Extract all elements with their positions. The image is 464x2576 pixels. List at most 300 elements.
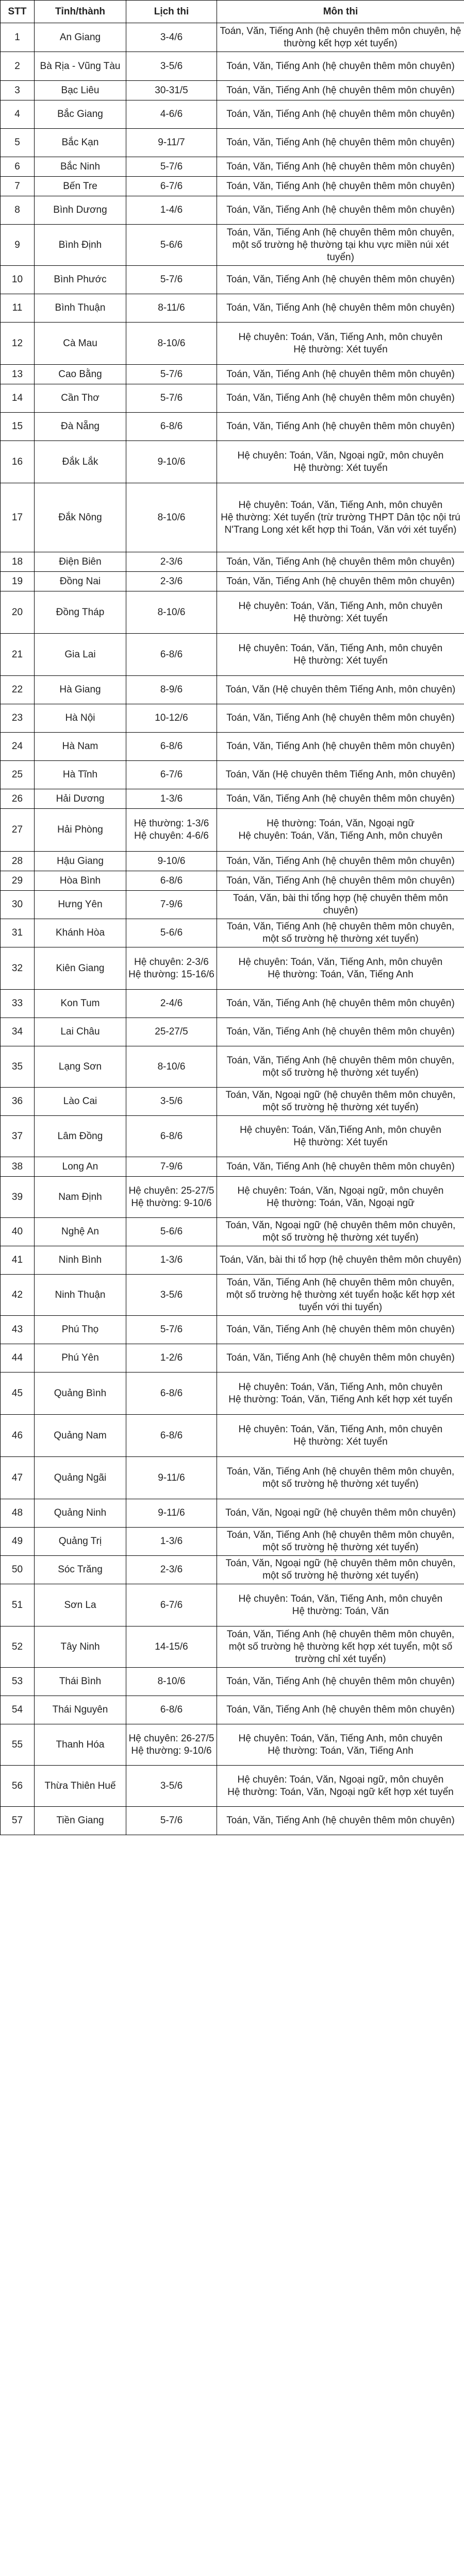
row-stt: 37	[1, 1116, 35, 1157]
row-subjects	[217, 1116, 464, 1157]
table-row	[1, 1499, 464, 1528]
table-row	[1, 1316, 464, 1344]
table-row	[1, 1556, 464, 1584]
row-date: 8-10/6	[126, 1668, 217, 1696]
row-stt: 45	[1, 1372, 35, 1415]
subject-line: Toán, Văn, Tiếng Anh (hệ chuyên thêm môn chuyên, một số trường hệ thường tại khu vực miền núi xét tuyển)	[226, 227, 455, 263]
row-stt: 14	[1, 384, 35, 413]
row-date: 3-4/6	[126, 23, 217, 52]
subject-line: Toán, Văn, bài thi tổng hợp (hệ chuyên thêm môn chuyên)	[233, 893, 448, 916]
row-province: An Giang	[35, 23, 126, 52]
row-stt: 30	[1, 891, 35, 919]
subject-line: Toán, Văn, Tiếng Anh (hệ chuyên thêm môn chuyên)	[226, 998, 455, 1009]
table-row	[1, 634, 464, 676]
table-row	[1, 1528, 464, 1556]
row-date: 25-27/5	[126, 1018, 217, 1046]
row-stt: 2	[1, 52, 35, 81]
row-province: Hà Tĩnh	[35, 761, 126, 789]
subject-line: Hệ chuyên: Toán, Văn, Tiếng Anh, môn chuyên	[238, 956, 443, 968]
table-row	[1, 1724, 464, 1766]
table-row	[1, 761, 464, 789]
row-subjects	[217, 1177, 464, 1218]
row-province: Thái Bình	[35, 1668, 126, 1696]
row-province: Bà Rịa - Vũng Tàu	[35, 52, 126, 81]
row-province: Quảng Ngãi	[35, 1457, 126, 1499]
row-subjects	[217, 225, 464, 266]
row-subjects	[217, 552, 464, 572]
row-stt: 54	[1, 1696, 35, 1724]
subject-line: Toán, Văn, Tiếng Anh (hệ chuyên thêm môn chuyên)	[226, 1704, 455, 1715]
table-row	[1, 323, 464, 365]
row-province: Quảng Nam	[35, 1415, 126, 1457]
row-date: 2-4/6	[126, 990, 217, 1018]
subject-line: Toán, Văn (Hệ chuyên thêm Tiếng Anh, môn chuyên)	[225, 769, 456, 780]
row-stt: 9	[1, 225, 35, 266]
row-province: Ninh Thuận	[35, 1275, 126, 1316]
table-row	[1, 1046, 464, 1088]
row-date: 6-7/6	[126, 1584, 217, 1626]
row-province: Bình Dương	[35, 196, 126, 225]
row-subjects	[217, 129, 464, 157]
header-stt: STT	[1, 1, 35, 23]
table-row	[1, 1584, 464, 1626]
subject-line: Hệ thường: Toán, Văn, Ngoại ngữ	[267, 818, 415, 829]
row-date: Hệ chuyên: 25-27/5 Hệ thường: 9-10/6	[126, 1177, 217, 1218]
row-subjects	[217, 1556, 464, 1584]
table-row	[1, 1157, 464, 1177]
row-date: 5-7/6	[126, 157, 217, 177]
table-row	[1, 294, 464, 323]
table-row	[1, 891, 464, 919]
row-date: 6-7/6	[126, 761, 217, 789]
row-subjects	[217, 891, 464, 919]
row-subjects	[217, 483, 464, 552]
row-subjects	[217, 733, 464, 761]
subject-line: Toán, Văn, Tiếng Anh (hệ chuyên thêm môn chuyên)	[226, 575, 455, 587]
subject-line: Toán, Văn, Tiếng Anh (hệ chuyên thêm môn chuyên, một số trường hệ thường xét tuyển)	[226, 1530, 455, 1553]
row-province: Sóc Trăng	[35, 1556, 126, 1584]
subject-line: Hệ chuyên: Toán, Văn, Tiếng Anh, môn chuyên	[238, 331, 443, 343]
row-stt: 53	[1, 1668, 35, 1696]
row-stt: 23	[1, 704, 35, 733]
row-date: 8-9/6	[126, 676, 217, 704]
subject-line: Toán, Văn, Tiếng Anh (hệ chuyên thêm môn chuyên)	[226, 421, 455, 432]
row-province: Đồng Nai	[35, 572, 126, 591]
table-row	[1, 266, 464, 294]
row-subjects	[217, 323, 464, 365]
table-row	[1, 789, 464, 809]
table-row	[1, 947, 464, 990]
subject-line: Toán, Văn, Tiếng Anh (hệ chuyên thêm môn chuyên)	[226, 109, 455, 120]
row-date: 5-7/6	[126, 1807, 217, 1835]
subject-line: Toán, Văn, Tiếng Anh (hệ chuyên thêm môn chuyên)	[226, 368, 455, 380]
row-province: Hậu Giang	[35, 852, 126, 871]
table-row	[1, 552, 464, 572]
row-province: Bắc Kạn	[35, 129, 126, 157]
row-subjects	[217, 384, 464, 413]
table-row	[1, 1246, 464, 1275]
row-stt: 26	[1, 789, 35, 809]
subject-line: Toán, Văn, Tiếng Anh (hệ chuyên thêm môn chuyên)	[226, 1815, 455, 1826]
row-date: 5-6/6	[126, 1218, 217, 1246]
row-subjects	[217, 1415, 464, 1457]
row-province: Lâm Đồng	[35, 1116, 126, 1157]
row-stt: 28	[1, 852, 35, 871]
row-subjects	[217, 789, 464, 809]
table-row	[1, 990, 464, 1018]
row-stt: 40	[1, 1218, 35, 1246]
row-subjects	[217, 919, 464, 947]
subject-line: Toán, Văn, Tiếng Anh (hệ chuyên thêm môn chuyên, hệ thường kết hợp xét tuyển)	[220, 25, 461, 49]
table-row	[1, 1344, 464, 1372]
row-subjects	[217, 1088, 464, 1116]
row-subjects	[217, 294, 464, 323]
row-province: Gia Lai	[35, 634, 126, 676]
subject-line: Toán, Văn, Tiếng Anh (hệ chuyên thêm môn chuyên, một số trường hệ thường xét tuyển)	[226, 1055, 455, 1078]
subject-line: Toán, Văn, Tiếng Anh (hệ chuyên thêm môn chuyên)	[226, 1352, 455, 1363]
row-province: Long An	[35, 1157, 126, 1177]
table-row	[1, 100, 464, 129]
table-row	[1, 1807, 464, 1835]
row-province: Hà Nội	[35, 704, 126, 733]
row-date: 14-15/6	[126, 1626, 217, 1668]
row-stt: 24	[1, 733, 35, 761]
row-subjects	[217, 1246, 464, 1275]
subject-line: Hệ thường: Toán, Văn	[292, 1605, 389, 1617]
row-date: Hệ chuyên: 2-3/6 Hệ thường: 15-16/6	[126, 947, 217, 990]
row-province: Khánh Hòa	[35, 919, 126, 947]
row-subjects	[217, 1218, 464, 1246]
row-subjects	[217, 634, 464, 676]
subject-line: Toán, Văn, Tiếng Anh (hệ chuyên thêm môn chuyên)	[226, 1161, 455, 1172]
row-province: Thừa Thiên Huế	[35, 1766, 126, 1807]
row-subjects	[217, 177, 464, 196]
subject-line: Toán, Văn, bài thi tổ hợp (hệ chuyên thêm môn chuyên)	[220, 1255, 461, 1265]
table-row	[1, 1018, 464, 1046]
row-province: Đắk Nông	[35, 483, 126, 552]
row-subjects	[217, 23, 464, 52]
subject-line: Hệ chuyên: Toán, Văn, Tiếng Anh, môn chuyên	[238, 1733, 443, 1744]
table-row	[1, 871, 464, 891]
row-stt: 50	[1, 1556, 35, 1584]
subject-line: Toán, Văn (Hệ chuyên thêm Tiếng Anh, môn chuyên)	[225, 684, 456, 695]
row-date: Hệ thường: 1-3/6 Hệ chuyên: 4-6/6	[126, 809, 217, 852]
row-province: Bình Định	[35, 225, 126, 266]
row-subjects	[217, 441, 464, 483]
row-province: Hà Giang	[35, 676, 126, 704]
row-province: Nam Định	[35, 1177, 126, 1218]
row-subjects	[217, 704, 464, 733]
row-date: 2-3/6	[126, 1556, 217, 1584]
table-row	[1, 1116, 464, 1157]
row-subjects	[217, 365, 464, 384]
subject-line: Toán, Văn, Tiếng Anh (hệ chuyên thêm môn chuyên)	[226, 180, 455, 192]
subject-line: Toán, Văn, Tiếng Anh (hệ chuyên thêm môn chuyên)	[226, 84, 455, 96]
row-date: 3-5/6	[126, 1275, 217, 1316]
row-stt: 52	[1, 1626, 35, 1668]
row-stt: 10	[1, 266, 35, 294]
table-row	[1, 1696, 464, 1724]
row-stt: 19	[1, 572, 35, 591]
row-stt: 18	[1, 552, 35, 572]
row-date: 9-11/7	[126, 129, 217, 157]
row-date: 3-5/6	[126, 1766, 217, 1807]
table-row	[1, 157, 464, 177]
table-row	[1, 441, 464, 483]
row-date: 5-7/6	[126, 384, 217, 413]
row-date: 2-3/6	[126, 572, 217, 591]
row-date: 9-10/6	[126, 441, 217, 483]
row-province: Thanh Hóa	[35, 1724, 126, 1766]
subject-line: Toán, Văn, Tiếng Anh (hệ chuyên thêm môn chuyên, một số trường hệ thường kết hợp xét tuyển, một số trường chỉ xét tuyển)	[226, 1629, 455, 1665]
row-stt: 41	[1, 1246, 35, 1275]
row-stt: 43	[1, 1316, 35, 1344]
row-stt: 5	[1, 129, 35, 157]
subject-line: Toán, Văn, Tiếng Anh (hệ chuyên thêm môn chuyên)	[226, 1026, 455, 1037]
row-date: 6-7/6	[126, 177, 217, 196]
row-stt: 11	[1, 294, 35, 323]
row-date: 1-3/6	[126, 1246, 217, 1275]
table-row	[1, 81, 464, 100]
row-province: Lạng Sơn	[35, 1046, 126, 1088]
subject-line: Toán, Văn, Tiếng Anh (hệ chuyên thêm môn chuyên)	[226, 1676, 455, 1687]
row-province: Bắc Ninh	[35, 157, 126, 177]
subject-line: Hệ chuyên: Toán, Văn, Tiếng Anh, môn chuyên	[238, 642, 443, 654]
row-subjects	[217, 1499, 464, 1528]
table-row	[1, 196, 464, 225]
subject-line: Hệ chuyên: Toán, Văn, Tiếng Anh, môn chuyên	[238, 1593, 443, 1604]
row-stt: 38	[1, 1157, 35, 1177]
subject-line: Hệ thường: Xét tuyển	[293, 1436, 388, 1447]
row-stt: 1	[1, 23, 35, 52]
subject-line: Toán, Văn, Tiếng Anh (hệ chuyên thêm môn chuyên)	[226, 793, 455, 804]
row-stt: 56	[1, 1766, 35, 1807]
row-province: Kiên Giang	[35, 947, 126, 990]
row-province: Phú Yên	[35, 1344, 126, 1372]
row-stt: 44	[1, 1344, 35, 1372]
row-subjects	[217, 809, 464, 852]
subject-line: Hệ thường: Xét tuyển	[293, 462, 388, 473]
subject-line: Hệ thường: Toán, Văn, Tiếng Anh	[268, 1745, 413, 1756]
row-date: 6-8/6	[126, 413, 217, 441]
row-subjects	[217, 1766, 464, 1807]
row-stt: 15	[1, 413, 35, 441]
row-subjects	[217, 1696, 464, 1724]
row-stt: 21	[1, 634, 35, 676]
subject-line: Toán, Văn, Tiếng Anh (hệ chuyên thêm môn chuyên)	[226, 161, 455, 172]
row-stt: 35	[1, 1046, 35, 1088]
subject-line: Toán, Văn, Ngoại ngữ (hệ chuyên thêm môn chuyên, một số trường hệ thường xét tuyển)	[225, 1090, 456, 1113]
row-date: 2-3/6	[126, 552, 217, 572]
table-row	[1, 809, 464, 852]
row-province: Hải Dương	[35, 789, 126, 809]
subject-line: Hệ chuyên: Toán, Văn, Tiếng Anh, môn chuyên	[238, 1381, 443, 1393]
row-date: 6-8/6	[126, 871, 217, 891]
row-stt: 20	[1, 591, 35, 634]
subject-line: Toán, Văn, Tiếng Anh (hệ chuyên thêm môn chuyên)	[226, 302, 455, 313]
row-stt: 22	[1, 676, 35, 704]
row-date: 6-8/6	[126, 733, 217, 761]
row-stt: 13	[1, 365, 35, 384]
subject-line: Hệ thường: Xét tuyển	[293, 655, 388, 666]
subject-line: Toán, Văn, Tiếng Anh (hệ chuyên thêm môn chuyên)	[226, 137, 455, 148]
row-subjects	[217, 1372, 464, 1415]
row-stt: 4	[1, 100, 35, 129]
row-province: Lai Châu	[35, 1018, 126, 1046]
row-date: 4-6/6	[126, 100, 217, 129]
subject-line: Toán, Văn, Tiếng Anh (hệ chuyên thêm môn chuyên)	[226, 556, 455, 567]
row-stt: 49	[1, 1528, 35, 1556]
table-row	[1, 225, 464, 266]
row-date: 3-5/6	[126, 1088, 217, 1116]
subject-line: Toán, Văn, Tiếng Anh (hệ chuyên thêm môn chuyên)	[226, 205, 455, 215]
row-date: 6-8/6	[126, 1415, 217, 1457]
row-date: 6-8/6	[126, 634, 217, 676]
subject-line: Toán, Văn, Tiếng Anh (hệ chuyên thêm môn chuyên, một số trường hệ thường xét tuyển)	[226, 1466, 455, 1489]
row-stt: 42	[1, 1275, 35, 1316]
row-subjects	[217, 1275, 464, 1316]
subject-line: Hệ thường: Xét tuyển	[293, 613, 388, 624]
table-row	[1, 676, 464, 704]
row-subjects	[217, 1046, 464, 1088]
row-subjects	[217, 1626, 464, 1668]
table-row	[1, 1415, 464, 1457]
subject-line: Hệ thường: Xét tuyển (trừ trường THPT Dân tộc nội trú N'Trang Long xét kết hợp thi Toán, Văn với xét tuyển)	[221, 512, 460, 535]
row-subjects	[217, 1344, 464, 1372]
row-province: Hòa Bình	[35, 871, 126, 891]
table-row	[1, 413, 464, 441]
row-subjects	[217, 1668, 464, 1696]
row-stt: 6	[1, 157, 35, 177]
row-province: Sơn La	[35, 1584, 126, 1626]
row-province: Quảng Bình	[35, 1372, 126, 1415]
table-row	[1, 23, 464, 52]
row-subjects	[217, 591, 464, 634]
row-date: 7-9/6	[126, 1157, 217, 1177]
row-stt: 36	[1, 1088, 35, 1116]
row-date: 9-11/6	[126, 1457, 217, 1499]
table-row	[1, 177, 464, 196]
row-province: Thái Nguyên	[35, 1696, 126, 1724]
row-province: Hưng Yên	[35, 891, 126, 919]
row-subjects	[217, 761, 464, 789]
row-subjects	[217, 1316, 464, 1344]
subject-line: Toán, Văn, Tiếng Anh (hệ chuyên thêm môn chuyên)	[226, 60, 455, 72]
header-date: Lịch thi	[126, 1, 217, 23]
header-subjects: Môn thi	[217, 1, 464, 23]
row-date: 5-7/6	[126, 1316, 217, 1344]
subject-line: Toán, Văn, Tiếng Anh (hệ chuyên thêm môn chuyên)	[226, 855, 455, 867]
table-row	[1, 1177, 464, 1218]
row-province: Hà Nam	[35, 733, 126, 761]
row-subjects	[217, 871, 464, 891]
table-row	[1, 733, 464, 761]
subject-line: Hệ chuyên: Toán, Văn, Tiếng Anh, môn chuyên	[238, 1423, 443, 1435]
table-row	[1, 1372, 464, 1415]
row-province: Bình Phước	[35, 266, 126, 294]
table-row	[1, 1668, 464, 1696]
row-province: Ninh Bình	[35, 1246, 126, 1275]
table-row	[1, 919, 464, 947]
row-subjects	[217, 947, 464, 990]
row-subjects	[217, 1018, 464, 1046]
row-province: Tiền Giang	[35, 1807, 126, 1835]
row-province: Bắc Giang	[35, 100, 126, 129]
row-province: Đà Nẵng	[35, 413, 126, 441]
table-row	[1, 384, 464, 413]
row-province: Bình Thuận	[35, 294, 126, 323]
subject-line: Toán, Văn, Ngoại ngữ (hệ chuyên thêm môn chuyên, một số trường hệ thường xét tuyển)	[225, 1558, 456, 1581]
table-row	[1, 1275, 464, 1316]
row-subjects	[217, 676, 464, 704]
row-date: 1-2/6	[126, 1344, 217, 1372]
table-row	[1, 1626, 464, 1668]
row-subjects	[217, 1528, 464, 1556]
row-province: Kon Tum	[35, 990, 126, 1018]
row-province: Đắk Lắk	[35, 441, 126, 483]
row-stt: 27	[1, 809, 35, 852]
row-province: Cà Mau	[35, 323, 126, 365]
table-row	[1, 52, 464, 81]
table-row	[1, 365, 464, 384]
row-subjects	[217, 52, 464, 81]
row-date: 5-6/6	[126, 919, 217, 947]
row-province: Đồng Tháp	[35, 591, 126, 634]
subject-line: Toán, Văn, Tiếng Anh (hệ chuyên thêm môn chuyên, một số trường hệ thường xét tuyển)	[226, 921, 455, 944]
header-row	[1, 1, 464, 23]
row-stt: 48	[1, 1499, 35, 1528]
row-province: Điện Biên	[35, 552, 126, 572]
subject-line: Toán, Văn, Tiếng Anh (hệ chuyên thêm môn chuyên)	[226, 274, 455, 285]
subject-line: Toán, Văn, Tiếng Anh (hệ chuyên thêm môn chuyên, một số trường hệ thường xét tuyển hoặc kết hợp xét tuyển với thi tuyển)	[226, 1277, 455, 1313]
row-stt: 57	[1, 1807, 35, 1835]
row-date: 5-6/6	[126, 225, 217, 266]
row-subjects	[217, 81, 464, 100]
row-stt: 46	[1, 1415, 35, 1457]
table-row	[1, 129, 464, 157]
subject-line: Hệ chuyên: Toán, Văn, Ngoại ngữ, môn chuyên	[237, 1774, 444, 1785]
row-province: Phú Thọ	[35, 1316, 126, 1344]
row-subjects	[217, 1724, 464, 1766]
row-subjects	[217, 1157, 464, 1177]
row-stt: 34	[1, 1018, 35, 1046]
subject-line: Hệ thường: Toán, Văn, Tiếng Anh kết hợp xét tuyển	[228, 1394, 453, 1405]
table-row	[1, 1766, 464, 1807]
row-date: 8-11/6	[126, 294, 217, 323]
row-stt: 47	[1, 1457, 35, 1499]
subject-line: Hệ chuyên: Toán, Văn, Tiếng Anh, môn chuyên	[238, 600, 443, 612]
row-province: Cần Thơ	[35, 384, 126, 413]
row-province: Bến Tre	[35, 177, 126, 196]
row-province: Quảng Ninh	[35, 1499, 126, 1528]
row-date: 6-8/6	[126, 1372, 217, 1415]
row-stt: 3	[1, 81, 35, 100]
row-stt: 32	[1, 947, 35, 990]
table-row	[1, 1457, 464, 1499]
row-date: 3-5/6	[126, 52, 217, 81]
row-province: Tây Ninh	[35, 1626, 126, 1668]
row-stt: 25	[1, 761, 35, 789]
row-date: 10-12/6	[126, 704, 217, 733]
subject-line: Hệ chuyên: Toán, Văn, Ngoại ngữ, môn chuyên	[237, 1185, 444, 1196]
subject-line: Hệ chuyên: Toán, Văn, Ngoại ngữ, môn chuyên	[237, 450, 444, 461]
row-province: Quảng Trị	[35, 1528, 126, 1556]
subject-line: Hệ thường: Toán, Văn, Ngoại ngữ	[267, 1197, 415, 1209]
row-date: 5-7/6	[126, 365, 217, 384]
row-subjects	[217, 990, 464, 1018]
row-date: 6-8/6	[126, 1696, 217, 1724]
row-stt: 29	[1, 871, 35, 891]
